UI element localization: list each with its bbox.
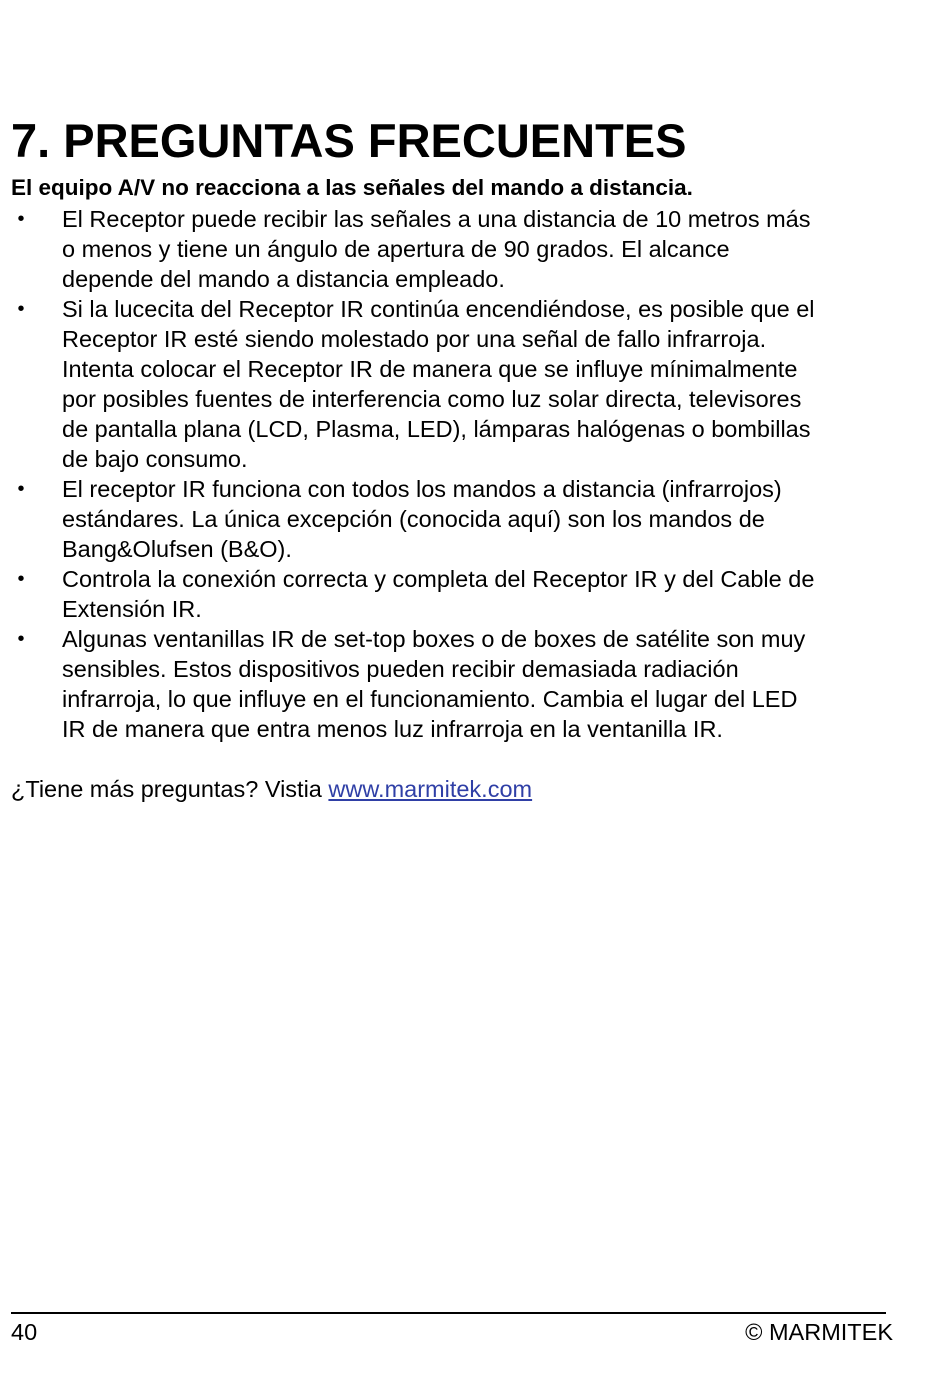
footer-divider — [11, 1312, 886, 1314]
list-item-text: Si la lucecita del Receptor IR continúa encendiéndose, es posible que el — [62, 296, 815, 322]
bullet-icon: • — [17, 568, 25, 590]
list-item-text: Receptor IR esté siendo molestado por una señal de fallo infrarroja. — [62, 326, 767, 352]
list-item-text: Bang&Olufsen (B&O). — [62, 536, 292, 562]
list-item-text: o menos y tiene un ángulo de apertura de 90 grados. El alcance — [62, 236, 730, 262]
bullet-icon: • — [17, 298, 25, 320]
list-item-text: Intenta colocar el Receptor IR de manera que se influye mínimalmente — [62, 356, 798, 382]
list-item — [11, 474, 896, 564]
question-heading: El equipo A/V no reacciona a las señales del mando a distancia. — [11, 175, 693, 200]
list-item-text: de pantalla plana (LCD, Plasma, LED), lámparas halógenas o bombillas — [62, 416, 811, 442]
list-item-text: por posibles fuentes de interferencia como luz solar directa, televisores — [62, 386, 802, 412]
bullet-icon: • — [17, 628, 25, 650]
list-item-text: Controla la conexión correcta y completa del Receptor IR y del Cable de — [62, 566, 815, 592]
list-item-text: IR de manera que entra menos luz infrarroja en la ventanilla IR. — [62, 716, 723, 742]
website-link[interactable]: www.marmitek.com — [328, 776, 533, 802]
more-questions — [11, 774, 532, 804]
list-item-text: El Receptor puede recibir las señales a una distancia de 10 metros más — [62, 206, 811, 232]
list-item-text: Extensión IR. — [62, 596, 202, 622]
list-item — [11, 204, 896, 294]
answer-list — [11, 204, 896, 744]
list-item-text: de bajo consumo. — [62, 446, 248, 472]
list-item-text: depende del mando a distancia empleado. — [62, 266, 505, 292]
more-questions-text: ¿Tiene más preguntas? Vistia — [11, 776, 329, 802]
list-item — [11, 624, 896, 744]
list-item-text: Algunas ventanillas IR de set-top boxes o de boxes de satélite son muy — [62, 626, 806, 652]
bullet-icon: • — [17, 208, 25, 230]
bullet-icon: • — [17, 478, 25, 500]
list-item — [11, 564, 896, 624]
list-item-text: sensibles. Estos dispositivos pueden recibir demasiada radiación — [62, 656, 739, 682]
list-item — [11, 294, 896, 474]
list-item-text: infrarroja, lo que influye en el funcionamiento. Cambia el lugar del LED — [62, 686, 798, 712]
page-number: 40 — [11, 1319, 38, 1345]
list-item-text: estándares. La única excepción (conocida aquí) son los mandos de — [62, 506, 765, 532]
page-title: 7. PREGUNTAS FRECUENTES — [11, 114, 687, 167]
copyright-notice: © MARMITEK — [745, 1319, 893, 1345]
list-item-text: El receptor IR funciona con todos los mandos a distancia (infrarrojos) — [62, 476, 782, 502]
